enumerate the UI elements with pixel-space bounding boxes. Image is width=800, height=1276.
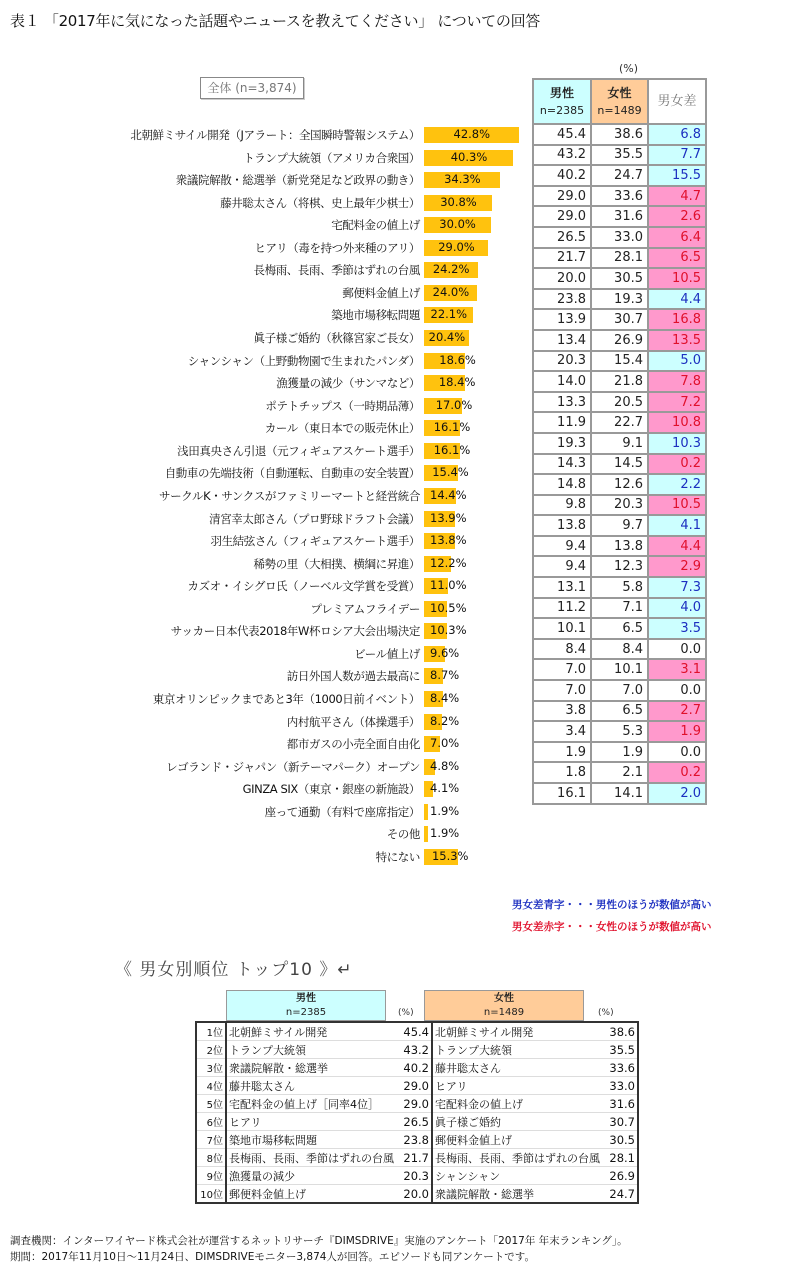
- female-value-cell: 15.4: [591, 351, 648, 372]
- ranking-rank-cell: 2位: [196, 1041, 226, 1059]
- chart-row-label: GINZA SIX（東京・銀座の新施設）: [242, 782, 420, 797]
- diff-header: 男女差: [648, 79, 706, 124]
- chart-bar-value: 13.8%: [430, 533, 467, 548]
- male-value-cell: 14.3: [533, 454, 591, 475]
- chart-bar-value: 4.1%: [430, 781, 460, 796]
- ranking-male-item-cell: トランプ大統領: [226, 1041, 396, 1059]
- chart-bar-value: 11.0%: [430, 578, 467, 593]
- male-value-cell: 1.9: [533, 742, 591, 763]
- female-value-cell: 6.5: [591, 618, 648, 639]
- male-value-cell: 7.0: [533, 659, 591, 680]
- diff-value-cell: 4.4: [648, 289, 706, 310]
- male-value-cell: 13.9: [533, 309, 591, 330]
- female-value-cell: 7.0: [591, 680, 648, 701]
- chart-row-label: 東京オリンピックまであと3年（1000日前イベント）: [152, 692, 420, 706]
- chart-row-label: 自動車の先端技術（自動運転、自動車の安全装置）: [164, 466, 420, 481]
- table-row: [533, 762, 706, 783]
- chart-bar-value: 8.4%: [430, 691, 460, 705]
- male-value-cell: 10.1: [533, 618, 591, 639]
- ranking-female-label: 女性: [494, 993, 514, 1004]
- chart-bar-value: 13.9%: [430, 510, 467, 525]
- diff-value-cell: 4.4: [648, 536, 706, 557]
- male-value-cell: 13.4: [533, 330, 591, 351]
- table-row: [533, 454, 706, 475]
- table-row: [533, 248, 706, 269]
- male-value-cell: 43.2: [533, 145, 591, 166]
- ranking-rank-cell: 5位: [196, 1095, 226, 1113]
- ranking-male-item-cell: 北朝鮮ミサイル開発: [226, 1022, 396, 1041]
- ranking-female-n: n=1489: [483, 1007, 525, 1018]
- ranking-row: [196, 1095, 638, 1113]
- chart-bar-value: 22.1%: [430, 307, 468, 322]
- diff-value-cell: 6.4: [648, 227, 706, 248]
- chart-row-label: 羽生結弦さん（フィギュアスケート選手）: [210, 534, 420, 549]
- ranking-male-val-cell: 23.8: [396, 1131, 432, 1149]
- chart-row-label: 眞子様ご婚約（秋篠宮家ご長女）: [253, 331, 420, 346]
- male-value-cell: 29.0: [533, 206, 591, 227]
- ranking-male-item-cell: 宅配料金の値上げ［同率4位］: [226, 1095, 396, 1113]
- ranking-female-item-cell: 北朝鮮ミサイル開発: [432, 1022, 602, 1041]
- diff-value-cell: 2.6: [648, 206, 706, 227]
- female-value-cell: 10.1: [591, 659, 648, 680]
- diff-value-cell: 1.9: [648, 721, 706, 742]
- female-value-cell: 20.3: [591, 495, 648, 516]
- chart-bar-value: 10.5%: [430, 600, 467, 615]
- male-value-cell: 40.2: [533, 165, 591, 186]
- female-value-cell: 5.8: [591, 577, 648, 598]
- table-row: [533, 289, 706, 310]
- ranking-rank-cell: 10位: [196, 1185, 226, 1204]
- female-value-cell: 22.7: [591, 412, 648, 433]
- diff-value-cell: 6.5: [648, 248, 706, 269]
- table-row: [533, 742, 706, 763]
- diff-value-cell: 0.2: [648, 454, 706, 475]
- female-value-cell: 38.6: [591, 124, 648, 145]
- ranking-male-val-cell: 20.3: [396, 1167, 432, 1185]
- male-value-cell: 1.8: [533, 762, 591, 783]
- ranking-female-item-cell: 郵便料金値上げ: [432, 1131, 602, 1149]
- chart-row-label: カール（東日本での販売休止）: [264, 421, 420, 436]
- diff-value-cell: 0.0: [648, 639, 706, 660]
- table-row: [533, 577, 706, 598]
- ranking-section-title: 《 男女別順位 トップ10 》↵: [115, 960, 353, 980]
- ranking-male-item-cell: 長梅雨、長雨、季節はずれの台風: [226, 1149, 396, 1167]
- table-row: [533, 556, 706, 577]
- female-value-cell: 30.5: [591, 268, 648, 289]
- ranking-male-val-cell: 43.2: [396, 1041, 432, 1059]
- ranking-female-item-cell: 宅配料金の値上げ: [432, 1095, 602, 1113]
- diff-value-cell: 3.5: [648, 618, 706, 639]
- chart-bar-value: 17.0%: [435, 397, 473, 412]
- table-row: [533, 783, 706, 804]
- female-header-n: n=1489: [597, 103, 642, 117]
- chart-row-label: 衆議院解散・総選挙（新党発足など政界の動き）: [175, 173, 420, 188]
- female-value-cell: 8.4: [591, 639, 648, 660]
- female-value-cell: 9.1: [591, 433, 648, 454]
- female-value-cell: 35.5: [591, 145, 648, 166]
- ranking-rank-cell: 1位: [196, 1022, 226, 1041]
- male-value-cell: 11.9: [533, 412, 591, 433]
- ranking-male-item-cell: 藤井聡太さん: [226, 1077, 396, 1095]
- male-value-cell: 19.3: [533, 433, 591, 454]
- female-value-cell: 19.3: [591, 289, 648, 310]
- male-value-cell: 45.4: [533, 124, 591, 145]
- ranking-female-header: [424, 990, 584, 1021]
- chart-row-label: シャンシャン（上野動物園で生まれたパンダ）: [187, 353, 420, 368]
- male-value-cell: 16.1: [533, 783, 591, 804]
- ranking-row: [196, 1077, 638, 1095]
- chart-bar-value: 1.9%: [430, 803, 460, 818]
- ranking-row: [196, 1131, 638, 1149]
- diff-value-cell: 4.0: [648, 598, 706, 619]
- ranking-female-item-cell: ヒアリ: [432, 1077, 602, 1095]
- female-value-cell: 30.7: [591, 309, 648, 330]
- ranking-female-item-cell: 藤井聡太さん: [432, 1059, 602, 1077]
- diff-value-cell: 16.8: [648, 309, 706, 330]
- male-value-cell: 7.0: [533, 680, 591, 701]
- diff-value-cell: 2.9: [648, 556, 706, 577]
- diff-value-cell: 3.1: [648, 659, 706, 680]
- female-value-cell: 28.1: [591, 248, 648, 269]
- chart-row-label: 築地市場移転問題: [331, 308, 420, 323]
- chart-row-label: 宅配料金の値上げ: [331, 218, 420, 233]
- table-row: [533, 474, 706, 495]
- chart-bar-value: 30.0%: [439, 217, 476, 232]
- female-value-cell: 24.7: [591, 165, 648, 186]
- table-row: [533, 639, 706, 660]
- ranking-female-item-cell: 衆議院解散・総選挙: [432, 1185, 602, 1204]
- ranking-rank-cell: 3位: [196, 1059, 226, 1077]
- diff-value-cell: 4.7: [648, 186, 706, 207]
- ranking-male-val-cell: 45.4: [396, 1022, 432, 1041]
- chart-bar-value: 16.1%: [433, 442, 471, 457]
- chart-bar-value: 16.1%: [433, 420, 471, 435]
- female-value-cell: 26.9: [591, 330, 648, 351]
- chart-row-label: 藤井聡太さん（将棋、史上最年少棋士）: [220, 195, 420, 210]
- chart-row-label: 長梅雨、長雨、季節はずれの台風: [253, 263, 420, 278]
- chart-row-label: 漁獲量の減少（サンマなど）: [276, 376, 420, 391]
- table-row: [533, 515, 706, 536]
- table-row: [533, 268, 706, 289]
- table-row: [533, 392, 706, 413]
- ranking-table: [195, 1021, 639, 1204]
- chart-row-label: 特にない: [375, 849, 420, 864]
- table-row: [533, 680, 706, 701]
- ranking-male-val-cell: 21.7: [396, 1149, 432, 1167]
- diff-value-cell: 0.2: [648, 762, 706, 783]
- ranking-row: [196, 1149, 638, 1167]
- male-value-cell: 20.0: [533, 268, 591, 289]
- male-value-cell: 9.4: [533, 556, 591, 577]
- male-value-cell: 21.7: [533, 248, 591, 269]
- ranking-female-val-cell: 38.6: [602, 1022, 638, 1041]
- male-header-label: 男性: [549, 85, 574, 100]
- chart-row-label: 座って通勤（有料で座席指定）: [264, 804, 420, 819]
- chart-row-label: 都市ガスの小売全面自由化: [286, 737, 420, 752]
- ranking-male-item-cell: 築地市場移転問題: [226, 1131, 396, 1149]
- chart-bar-value: 12.2%: [430, 555, 467, 570]
- female-value-cell: 7.1: [591, 598, 648, 619]
- male-value-cell: 14.0: [533, 371, 591, 392]
- female-value-cell: 9.7: [591, 515, 648, 536]
- female-value-cell: 12.6: [591, 474, 648, 495]
- table-row: [533, 721, 706, 742]
- male-header-n: n=2385: [539, 103, 585, 117]
- ranking-row: [196, 1167, 638, 1185]
- chart-bar-value: 24.2%: [432, 262, 470, 277]
- male-value-cell: 9.8: [533, 495, 591, 516]
- gender-comparison-table: [532, 78, 707, 805]
- male-value-cell: 3.8: [533, 701, 591, 722]
- footer-notes: [10, 1233, 628, 1265]
- male-value-cell: 8.4: [533, 639, 591, 660]
- chart-row-label: ポテトチップス（一時期品薄）: [265, 398, 420, 413]
- red-text-legend-note: 男女差赤字・・・女性のほうが数値が高い: [512, 921, 712, 933]
- table-row: [533, 598, 706, 619]
- male-value-cell: 9.4: [533, 536, 591, 557]
- ranking-male-val-cell: 29.0: [396, 1077, 432, 1095]
- table-row: [533, 186, 706, 207]
- female-value-cell: 33.0: [591, 227, 648, 248]
- diff-value-cell: 2.7: [648, 701, 706, 722]
- table-row: [533, 330, 706, 351]
- diff-value-cell: 10.3: [648, 433, 706, 454]
- ranking-female-val-cell: 31.6: [602, 1095, 638, 1113]
- male-value-cell: 29.0: [533, 186, 591, 207]
- chart-bar-value: 29.0%: [438, 239, 475, 254]
- chart-bar-value: 1.9%: [430, 826, 460, 841]
- male-value-cell: 14.8: [533, 474, 591, 495]
- overall-sample-badge: 全体 (n=3,874): [200, 77, 304, 99]
- chart-bar-value: 18.4%: [438, 375, 476, 390]
- chart-row-label: ビール値上げ: [354, 646, 420, 661]
- chart-bar-value: 10.3%: [430, 623, 467, 638]
- chart-bar: [424, 804, 428, 820]
- chart-row-label: 清宮幸太郎さん（プロ野球ドラフト会議）: [209, 511, 420, 526]
- ranking-rank-cell: 8位: [196, 1149, 226, 1167]
- chart-row-label: ヒアリ（毒を持つ外来種のアリ）: [254, 240, 420, 255]
- chart-row-label: 浅田真央さん引退（元フィギュアスケート選手）: [177, 443, 420, 458]
- chart-bar-value: 4.8%: [430, 758, 460, 773]
- diff-value-cell: 15.5: [648, 165, 706, 186]
- female-header-label: 女性: [607, 85, 632, 100]
- chart-bar-value: 8.7%: [430, 668, 460, 683]
- ranking-male-val-cell: 26.5: [396, 1113, 432, 1131]
- table-row: [533, 371, 706, 392]
- female-value-cell: 1.9: [591, 742, 648, 763]
- ranking-rank-cell: 9位: [196, 1167, 226, 1185]
- table-row: [533, 124, 706, 145]
- table-row: [533, 351, 706, 372]
- male-value-cell: 13.8: [533, 515, 591, 536]
- chart-row-label: カズオ・イシグロ氏（ノーベル文学賞を受賞）: [187, 579, 420, 594]
- diff-value-cell: 7.3: [648, 577, 706, 598]
- chart-bar-value: 24.0%: [432, 284, 470, 299]
- ranking-female-val-cell: 30.7: [602, 1113, 638, 1131]
- ranking-male-unit: (%): [398, 1008, 414, 1018]
- blue-text-legend-note: 男女差青字・・・男性のほうが数値が高い: [512, 899, 712, 911]
- chart-bar: [424, 826, 428, 842]
- footer-survey-period: 期間：2017年11月10日～11月24日、DIMSDRIVEモニター3,874人が回答。エピソードも同アンケートです。: [10, 1251, 535, 1263]
- table-row: [533, 659, 706, 680]
- ranking-female-val-cell: 33.6: [602, 1059, 638, 1077]
- diff-value-cell: 4.1: [648, 515, 706, 536]
- female-value-cell: 14.5: [591, 454, 648, 475]
- table-row: [533, 618, 706, 639]
- chart-bar-value: 30.8%: [440, 194, 477, 209]
- male-header: [533, 79, 591, 124]
- ranking-rank-cell: 6位: [196, 1113, 226, 1131]
- ranking-male-val-cell: 20.0: [396, 1185, 432, 1204]
- male-value-cell: 20.3: [533, 351, 591, 372]
- table-row: [533, 433, 706, 454]
- chart-row-label: トランプ大統領（アメリカ合衆国）: [243, 150, 420, 165]
- male-value-cell: 23.8: [533, 289, 591, 310]
- male-value-cell: 13.3: [533, 392, 591, 413]
- chart-row-label: その他: [386, 827, 420, 842]
- ranking-row: [196, 1185, 638, 1204]
- diff-value-cell: 10.5: [648, 268, 706, 289]
- male-value-cell: 11.2: [533, 598, 591, 619]
- female-value-cell: 13.8: [591, 536, 648, 557]
- female-value-cell: 6.5: [591, 701, 648, 722]
- table-row: [533, 412, 706, 433]
- diff-value-cell: 7.7: [648, 145, 706, 166]
- table-row: [533, 145, 706, 166]
- chart-bar-value: 8.2%: [430, 713, 460, 728]
- ranking-male-item-cell: ヒアリ: [226, 1113, 396, 1131]
- male-value-cell: 3.4: [533, 721, 591, 742]
- chart-bar-value: 9.6%: [430, 645, 460, 660]
- chart-bar-value: 15.3%: [431, 848, 469, 863]
- ranking-male-label: 男性: [296, 993, 316, 1004]
- table-row: [533, 165, 706, 186]
- female-value-cell: 5.3: [591, 721, 648, 742]
- page-title: 表１ 「2017年に気になった話題やニュースを教えてください」 についての回答: [10, 12, 540, 30]
- table-row: [533, 309, 706, 330]
- chart-bar-value: 42.8%: [453, 127, 491, 141]
- ranking-female-val-cell: 24.7: [602, 1185, 638, 1204]
- table-row: [533, 536, 706, 557]
- ranking-row: [196, 1059, 638, 1077]
- diff-value-cell: 13.5: [648, 330, 706, 351]
- ranking-female-val-cell: 30.5: [602, 1131, 638, 1149]
- chart-row-label: 稀勢の里（大相撲、横綱に昇進）: [253, 556, 420, 571]
- footer-survey-source: 調査機関：インターワイヤード株式会社が運営するネットリサーチ『DIMSDRIVE』実施のアンケート「2017年 年末ランキング」。: [10, 1235, 628, 1247]
- ranking-female-val-cell: 28.1: [602, 1149, 638, 1167]
- ranking-female-item-cell: 眞子様ご婚約: [432, 1113, 602, 1131]
- chart-row-label: サッカー日本代表2018年W杯ロシア大会出場決定: [170, 624, 420, 639]
- male-value-cell: 13.1: [533, 577, 591, 598]
- ranking-rank-cell: 4位: [196, 1077, 226, 1095]
- chart-row-label: レゴランド・ジャパン（新テーマパーク）オープン: [166, 759, 420, 774]
- chart-row-label: 北朝鮮ミサイル開発（Jアラート：全国瞬時警報システム）: [130, 128, 420, 142]
- ranking-female-val-cell: 35.5: [602, 1041, 638, 1059]
- ranking-female-unit: (%): [598, 1008, 614, 1018]
- ranking-male-val-cell: 29.0: [396, 1095, 432, 1113]
- diff-value-cell: 2.0: [648, 783, 706, 804]
- female-value-cell: 2.1: [591, 762, 648, 783]
- ranking-row: [196, 1041, 638, 1059]
- table-row: [533, 495, 706, 516]
- ranking-row: [196, 1022, 638, 1041]
- diff-value-cell: 10.5: [648, 495, 706, 516]
- chart-row-label: プレミアムフライデー: [310, 601, 420, 616]
- female-value-cell: 14.1: [591, 783, 648, 804]
- ranking-male-item-cell: 郵便料金値上げ: [226, 1185, 396, 1204]
- diff-value-cell: 0.0: [648, 742, 706, 763]
- female-value-cell: 20.5: [591, 392, 648, 413]
- diff-value-cell: 7.2: [648, 392, 706, 413]
- chart-bar-value: 18.6%: [439, 352, 476, 367]
- chart-bar-value: 15.4%: [432, 465, 469, 480]
- diff-value-cell: 2.2: [648, 474, 706, 495]
- ranking-female-item-cell: トランプ大統領: [432, 1041, 602, 1059]
- ranking-female-item-cell: 長梅雨、長雨、季節はずれの台風: [432, 1149, 602, 1167]
- ranking-male-n: n=2385: [285, 1007, 327, 1018]
- ranking-female-val-cell: 26.9: [602, 1167, 638, 1185]
- chart-bar-value: 40.3%: [450, 149, 488, 164]
- diff-value-cell: 10.8: [648, 412, 706, 433]
- ranking-male-item-cell: 漁獲量の減少: [226, 1167, 396, 1185]
- chart-bar-value: 14.4%: [430, 487, 467, 502]
- male-value-cell: 26.5: [533, 227, 591, 248]
- female-value-cell: 31.6: [591, 206, 648, 227]
- chart-bar-value: 7.0%: [430, 736, 460, 751]
- table-row: [533, 206, 706, 227]
- female-value-cell: 21.8: [591, 371, 648, 392]
- diff-value-cell: 6.8: [648, 124, 706, 145]
- ranking-female-item-cell: シャンシャン: [432, 1167, 602, 1185]
- chart-row-label: 郵便料金値上げ: [342, 285, 420, 300]
- table-row: [533, 701, 706, 722]
- chart-row-label: 訪日外国人数が過去最高に: [286, 669, 420, 684]
- ranking-rank-cell: 7位: [196, 1131, 226, 1149]
- chart-bar-value: 20.4%: [428, 330, 466, 345]
- ranking-male-header: [226, 990, 386, 1021]
- diff-value-cell: 5.0: [648, 351, 706, 372]
- ranking-female-val-cell: 33.0: [602, 1077, 638, 1095]
- female-value-cell: 12.3: [591, 556, 648, 577]
- diff-value-cell: 0.0: [648, 680, 706, 701]
- chart-bar-value: 34.3%: [444, 172, 481, 187]
- percent-unit-label: (%): [619, 62, 639, 75]
- chart-row-label: 内村航平さん（体操選手）: [286, 714, 420, 729]
- ranking-row: [196, 1113, 638, 1131]
- chart-row-label: サークルK・サンクスがファミリーマートと経営統合: [159, 488, 420, 503]
- female-value-cell: 33.6: [591, 186, 648, 207]
- table-row: [533, 227, 706, 248]
- ranking-male-val-cell: 40.2: [396, 1059, 432, 1077]
- female-header: [591, 79, 648, 124]
- diff-value-cell: 7.8: [648, 371, 706, 392]
- ranking-male-item-cell: 衆議院解散・総選挙: [226, 1059, 396, 1077]
